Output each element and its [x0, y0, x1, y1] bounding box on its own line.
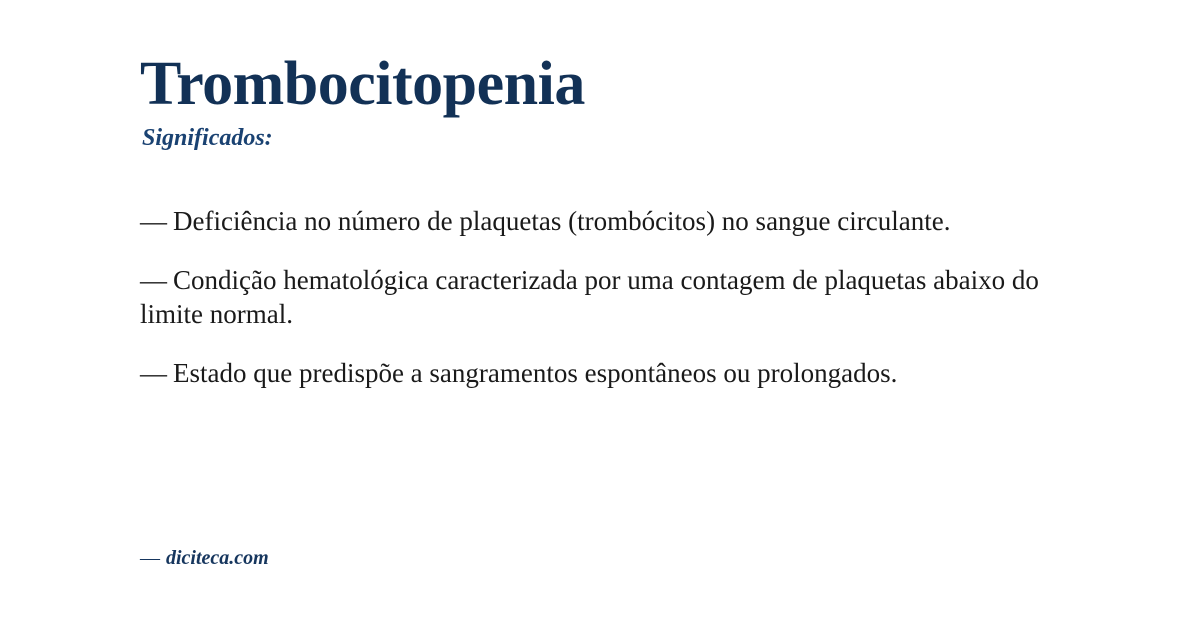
subtitle-label: Significados: [142, 125, 273, 152]
en-dash-marker: — [140, 547, 160, 569]
list-item [140, 204, 1060, 239]
page-title: Trombocitopenia [140, 50, 585, 118]
source-site-name: diciteca.com [166, 547, 269, 569]
list-item [140, 263, 1060, 332]
source-attribution [140, 547, 269, 570]
em-dash-marker: — [140, 357, 167, 388]
definition-text: Estado que predispõe a sangramentos espontâneos ou prolongados. [173, 357, 898, 388]
em-dash-marker: — [140, 264, 167, 295]
list-item [140, 356, 1060, 391]
definition-text: Condição hematológica caracterizada por uma contagem de plaquetas abaixo do limite normal. [140, 264, 1039, 330]
em-dash-marker: — [140, 206, 167, 237]
definition-text: Deficiência no número de plaquetas (trombócitos) no sangue circulante. [173, 206, 951, 237]
definitions-list [140, 204, 1060, 390]
